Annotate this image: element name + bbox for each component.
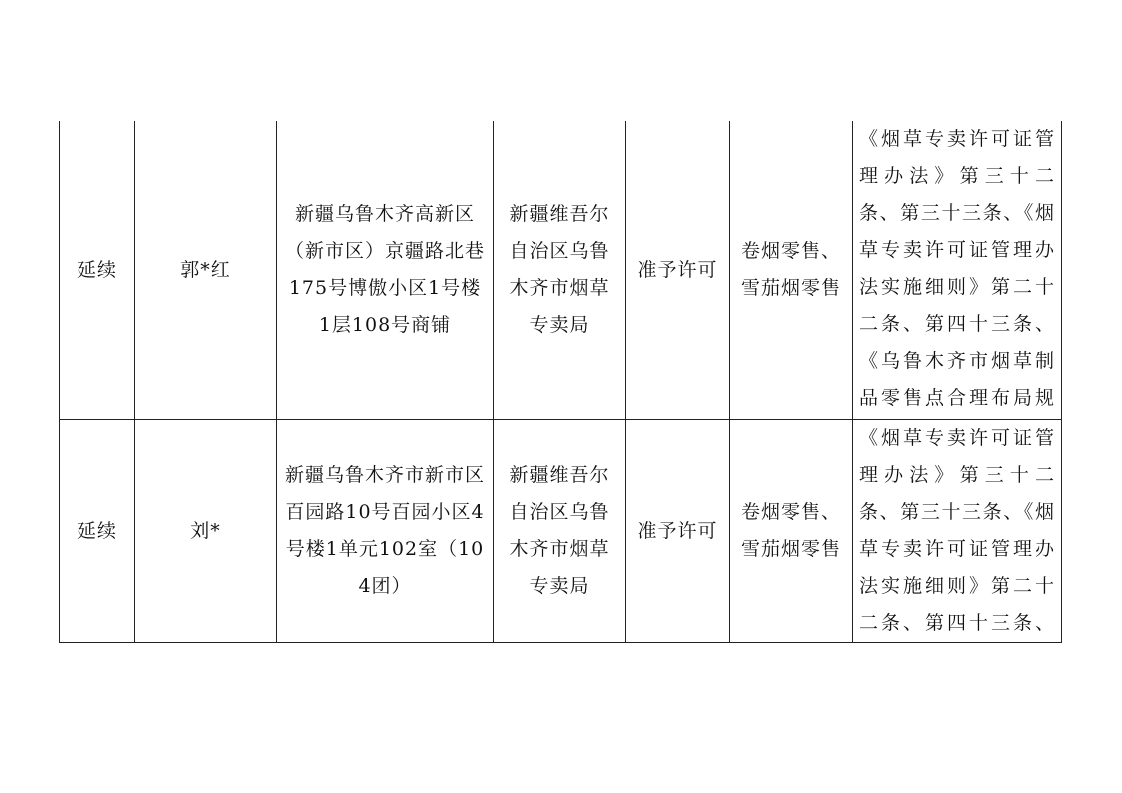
decision-cell: 准予许可 <box>626 121 730 420</box>
table-row <box>60 420 1062 643</box>
holder-name-cell: 郭*红 <box>135 121 277 420</box>
permit-table <box>59 121 1062 643</box>
address-cell: 新疆乌鲁木齐高新区（新市区）京疆路北巷175号博傲小区1号楼1层108号商铺 <box>277 121 494 420</box>
decision-cell: 准予许可 <box>626 420 730 643</box>
license-action-cell: 延续 <box>60 121 135 420</box>
authority-cell: 新疆维吾尔自治区乌鲁木齐市烟草专卖局 <box>494 420 626 643</box>
legal-basis-cell: 《烟草专卖许可证管理办法》第三十二条、第三十三条、《烟草专卖许可证管理办法实施细则》第二十二条、第四十三条、 <box>853 420 1062 643</box>
legal-basis-cell: 《烟草专卖许可证管理办法》第三十二条、第三十三条、《烟草专卖许可证管理办法实施细则》第二十二条、第四十三条、《乌鲁木齐市烟草制品零售点合理布局规 <box>853 121 1062 420</box>
address-cell: 新疆乌鲁木齐市新市区百园路10号百园小区4号楼1单元102室（104团） <box>277 420 494 643</box>
table-row <box>60 121 1062 420</box>
license-action-cell: 延续 <box>60 420 135 643</box>
business-scope-cell: 卷烟零售、雪茄烟零售 <box>730 121 853 420</box>
business-scope-cell: 卷烟零售、雪茄烟零售 <box>730 420 853 643</box>
authority-cell: 新疆维吾尔自治区乌鲁木齐市烟草专卖局 <box>494 121 626 420</box>
holder-name-cell: 刘* <box>135 420 277 643</box>
